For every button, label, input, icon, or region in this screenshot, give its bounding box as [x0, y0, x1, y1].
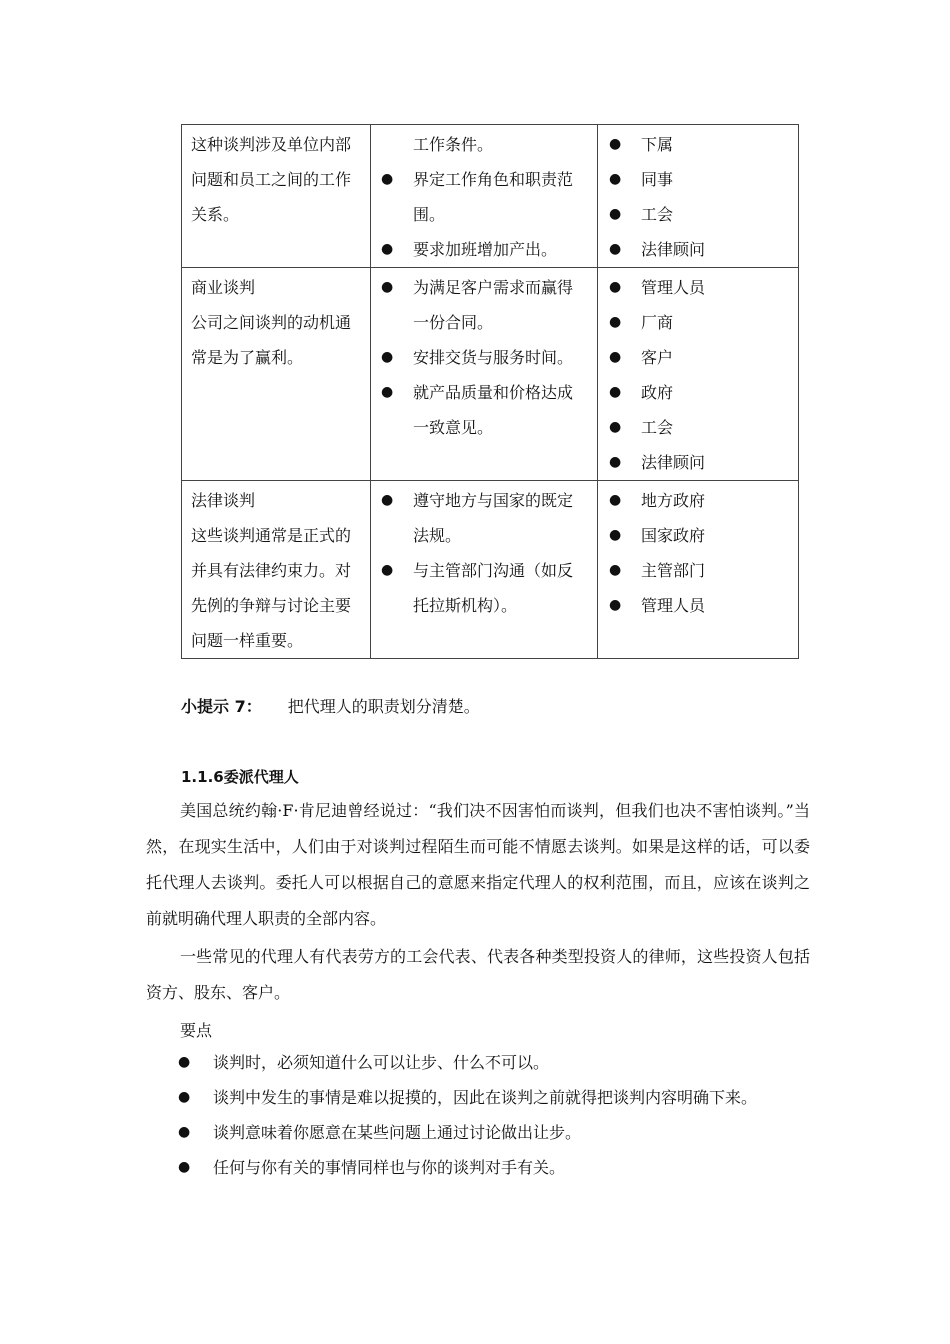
party-item: ● 法律顾问: [598, 445, 798, 480]
bullet-icon: ●: [381, 349, 394, 365]
type-line: 常是为了赢利。: [191, 348, 304, 367]
bullet-icon: ●: [178, 1124, 191, 1140]
party-item: ● 管理人员: [598, 588, 798, 623]
bullet-icon: ●: [381, 279, 394, 295]
issue-line: 法规。: [413, 526, 462, 545]
bullet-icon: ●: [381, 384, 394, 400]
issue-item: ● 安排交货与服务时间。: [371, 340, 597, 375]
tip: [181, 694, 480, 720]
bullet-icon: ●: [609, 206, 622, 222]
party-item: ● 国家政府: [598, 518, 798, 553]
party-item: ● 下属: [598, 127, 798, 162]
key-points-label: 要点: [180, 1021, 213, 1040]
section-heading: 1.1.6委派代理人: [181, 768, 299, 786]
bullet-icon: ●: [609, 171, 622, 187]
table-row: [182, 268, 799, 481]
party-item: ● 工会: [598, 410, 798, 445]
party-item: ● 同事: [598, 162, 798, 197]
party-item: ● 厂商: [598, 305, 798, 340]
type-line: 法律谈判: [191, 491, 256, 510]
bullet-icon: ●: [609, 562, 622, 578]
type-cell: [182, 125, 371, 268]
parties-cell: [598, 481, 799, 659]
bullet-icon: ●: [609, 349, 622, 365]
party-item: ● 法律顾问: [598, 232, 798, 267]
issue-item: ● 就产品质量和价格达成: [371, 375, 597, 410]
bullet-icon: ●: [609, 384, 622, 400]
party-item: ● 主管部门: [598, 553, 798, 588]
type-line: 并具有法律约束力。对: [191, 561, 352, 580]
type-line: 商业谈判: [191, 278, 256, 297]
type-line: 公司之间谈判的动机通: [191, 313, 352, 332]
table-row: [182, 481, 799, 659]
type-line: 这种谈判涉及单位内部: [191, 135, 352, 154]
party-item: ● 客户: [598, 340, 798, 375]
issue-line: 托拉斯机构）。: [413, 596, 518, 615]
bullet-icon: ●: [609, 454, 622, 470]
bullet-icon: ●: [609, 597, 622, 613]
bullet-icon: ●: [178, 1054, 191, 1070]
key-point: ● 任何与你有关的事情同样也与你的谈判对手有关。: [146, 1150, 810, 1185]
issue-item: ● 为满足客户需求而赢得: [371, 270, 597, 305]
bullet-icon: ●: [609, 419, 622, 435]
bullet-icon: ●: [178, 1089, 191, 1105]
negotiation-table: [181, 124, 799, 659]
issues-cell: [371, 125, 598, 268]
issue-item: ● 遵守地方与国家的既定: [371, 483, 597, 518]
key-point: ● 谈判意味着你愿意在某些问题上通过讨论做出让步。: [146, 1115, 810, 1150]
paragraph: 美国总统约翰·F·肯尼迪曾经说过：“我们决不因害怕而谈判，但我们也决不害怕谈判。”当然，在现实生活中，人们由于对谈判过程陌生而可能不情愿去谈判。如果是这样的话，可以委托代理人去谈判。委托人可以根据自己的意愿来指定代理人的权利范围，而且，应该在谈判之前就明确代理人职责的全部内容。: [146, 801, 810, 928]
bullet-icon: ●: [381, 171, 394, 187]
party-item: ● 地方政府: [598, 483, 798, 518]
bullet-icon: ●: [609, 279, 622, 295]
tip-label: 小提示 7：: [181, 697, 262, 716]
party-item: ● 管理人员: [598, 270, 798, 305]
type-line: 问题一样重要。: [191, 631, 304, 650]
issue-item: ● 与主管部门沟通（如反: [371, 553, 597, 588]
bullet-icon: ●: [609, 241, 622, 257]
key-point: ● 谈判中发生的事情是难以捉摸的，因此在谈判之前就得把谈判内容明确下来。: [146, 1080, 810, 1115]
bullet-icon: ●: [609, 527, 622, 543]
issue-line: 一份合同。: [413, 313, 494, 332]
issue-item: ● 界定工作角色和职责范: [371, 162, 597, 197]
issues-cell: [371, 481, 598, 659]
type-line: 问题和员工之间的工作: [191, 170, 352, 189]
bullet-icon: ●: [381, 562, 394, 578]
type-cell: [182, 481, 371, 659]
key-points-list: [146, 1045, 810, 1185]
parties-cell: [598, 125, 799, 268]
type-line: 先例的争辩与讨论主要: [191, 596, 352, 615]
party-item: ● 政府: [598, 375, 798, 410]
bullet-icon: ●: [381, 241, 394, 257]
bullet-icon: ●: [609, 314, 622, 330]
key-point: ● 谈判时，必须知道什么可以让步、什么不可以。: [146, 1045, 810, 1080]
table-row: [182, 125, 799, 268]
bullet-icon: ●: [609, 136, 622, 152]
bullet-icon: ●: [381, 492, 394, 508]
issue-line: 工作条件。: [413, 135, 494, 154]
parties-cell: [598, 268, 799, 481]
issue-line: 围。: [413, 205, 446, 224]
type-line: 这些谈判通常是正式的: [191, 526, 352, 545]
type-cell: [182, 268, 371, 481]
type-line: 关系。: [191, 205, 240, 224]
paragraph: 一些常见的代理人有代表劳方的工会代表、代表各种类型投资人的律师，这些投资人包括资方、股东、客户。: [146, 947, 810, 1002]
issues-cell: [371, 268, 598, 481]
issue-item: ● 要求加班增加产出。: [371, 232, 597, 267]
bullet-icon: ●: [178, 1159, 191, 1175]
issue-line: 一致意见。: [413, 418, 494, 437]
party-item: ● 工会: [598, 197, 798, 232]
tip-text: 把代理人的职责划分清楚。: [287, 697, 480, 716]
bullet-icon: ●: [609, 492, 622, 508]
